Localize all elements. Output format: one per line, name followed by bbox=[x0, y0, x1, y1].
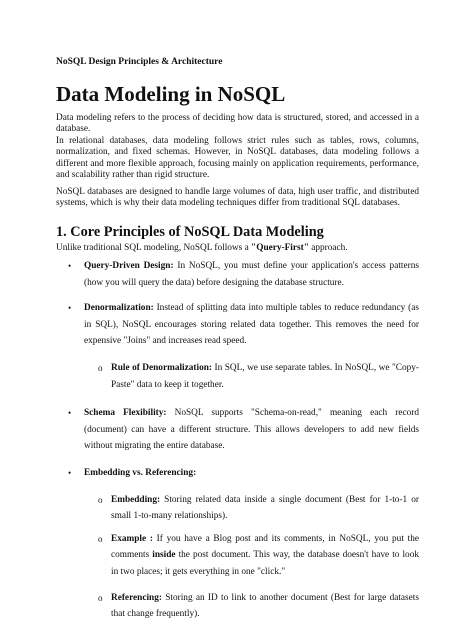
running-header: NoSQL Design Principles & Architecture bbox=[56, 57, 223, 67]
list-item-query-driven bbox=[56, 258, 419, 291]
item-term: Query-Driven Design: bbox=[84, 261, 174, 271]
intro-paragraph-1: Data modeling refers to the process of deciding how data is structured, stored, and accessed in a database. bbox=[56, 113, 419, 135]
intro-paragraph-2: In relational databases, data modeling follows strict rules such as tables, rows, columns, normalization, and fixed schemas. However, in NoSQL databases, data modeling follows a different and more flexible approach, focusing mainly on application requirements, performance, and scalability rather than rigid structure. bbox=[56, 136, 419, 181]
bullet-dot: • bbox=[68, 408, 72, 419]
page-title: Data Modeling in NoSQL bbox=[56, 82, 286, 106]
list-item-schema-flexibility bbox=[56, 405, 419, 455]
item-term: Schema Flexibility: bbox=[84, 408, 167, 419]
sub-item-text: In SQL, we use separate tables. In NoSQL, we "Copy-Paste" data to keep it together. bbox=[111, 362, 419, 390]
sub-item-bold-word: inside bbox=[152, 550, 176, 561]
section-heading: 1. Core Principles of NoSQL Data Modeling bbox=[56, 224, 324, 240]
sub-item-term: Referencing: bbox=[111, 592, 162, 603]
sub-item-term: Rule of Denormalization: bbox=[111, 362, 213, 373]
sub-item-referencing bbox=[56, 590, 419, 623]
lead-text-bold: "Query-First" bbox=[251, 243, 309, 253]
sub-item-text: If you have a Blog post and its comments, in NoSQL, you put the comments bbox=[111, 533, 419, 561]
sub-item-text-continued: the post document. This way, the database doesn't have to look in two places; it gets everything in one "click." bbox=[111, 550, 419, 577]
item-term: Embedding vs. Referencing: bbox=[84, 467, 197, 478]
sub-item-text: Storing an ID to link to another document (Best for large datasets that change frequently). bbox=[111, 592, 419, 620]
item-text: Instead of splitting data into multiple tables to reduce redundancy (as in SQL), NoSQL encourages storing related data together. This removes the need for expensive "Joins" and increases read speed. bbox=[84, 303, 419, 347]
lead-text-after: approach. bbox=[308, 243, 348, 253]
sub-item-term: Example : bbox=[111, 533, 153, 544]
item-term: Denormalization: bbox=[84, 303, 154, 314]
sub-bullet-marker: o bbox=[98, 533, 103, 544]
lead-text-before: Unlike traditional SQL modeling, NoSQL follows a bbox=[56, 243, 252, 253]
sub-bullet-marker: o bbox=[98, 592, 103, 603]
sub-item-embedding bbox=[56, 492, 419, 525]
sub-bullet-marker: o bbox=[98, 362, 103, 373]
sub-item-example bbox=[56, 531, 419, 581]
principles-list bbox=[56, 258, 419, 623]
section-lead bbox=[56, 243, 419, 254]
sub-item-term: Embedding: bbox=[111, 494, 161, 505]
sub-item-rule-of-denormalization bbox=[56, 360, 419, 393]
list-item-denormalization bbox=[56, 300, 419, 350]
item-text: NoSQL supports "Schema-on-read," meaning each record (document) can have a different structure. This allows developers to add new fields without migrating the entire database. bbox=[84, 408, 419, 452]
bullet-dot: • bbox=[68, 467, 72, 478]
sub-item-text: Storing related data inside a single document (Best for 1-to-1 or small 1-to-many relationships). bbox=[111, 494, 419, 522]
sub-bullet-marker: o bbox=[98, 494, 103, 505]
bullet-dot: • bbox=[68, 261, 72, 271]
item-text: In NoSQL, you must define your application's access patterns (how you will query the data) before designing the database structure. bbox=[84, 261, 419, 288]
bullet-dot: • bbox=[68, 303, 72, 314]
intro-paragraph-3: NoSQL databases are designed to handle large volumes of data, high user traffic, and distributed systems, which is why their data modeling techniques differ from traditional SQL databases. bbox=[56, 187, 419, 209]
list-item-embedding-vs-referencing bbox=[56, 465, 419, 482]
